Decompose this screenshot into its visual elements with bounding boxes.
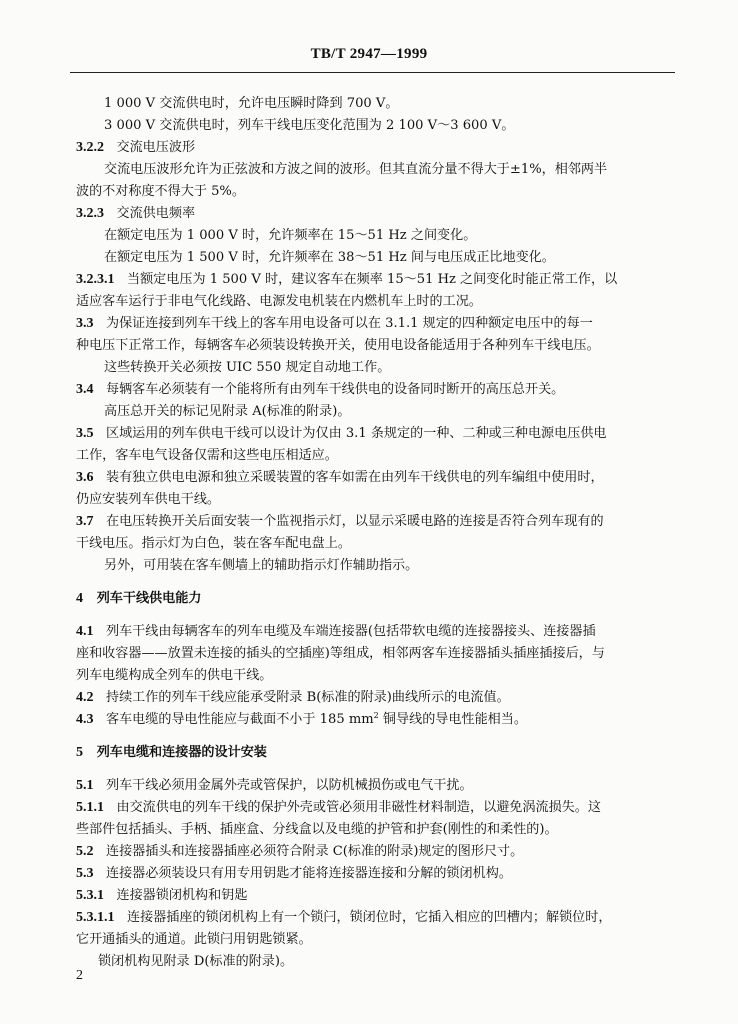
clause-number: 3.2.3 bbox=[76, 206, 104, 221]
clause-line: 3.2.3.1 当额定电压为 1 500 V 时，建议客车在频率 15～51 Hz 之间变化时能正常工作，以 bbox=[76, 272, 618, 287]
text-line: 在额定电压为 1 500 V 时，允许频率在 38～51 Hz 间与电压成正比地变化。 bbox=[104, 250, 555, 265]
clause-line: 3.6 装有独立供电电源和独立采暖装置的客车如需在由列车干线供电的列车编组中使用时， bbox=[76, 470, 604, 485]
clause-number: 4.1 bbox=[76, 624, 94, 639]
clause-line: 5.1 列车干线必须用金属外壳或管保护，以防机械损伤或电气干扰。 bbox=[76, 778, 473, 793]
clause-line: 3.3 为保证连接到列车干线上的客车用电设备可以在 3.1.1 规定的四种额定电压中的每一 bbox=[76, 316, 593, 331]
section-number: 5 bbox=[76, 745, 83, 760]
clause-number: 3.4 bbox=[76, 382, 94, 397]
clause-number: 5.3.1 bbox=[76, 888, 104, 903]
text-line: 座和收容器——放置未连接的插头的空插座)等组成，相邻两客车连接器插头插座插接后，与 bbox=[76, 646, 605, 661]
text-line: 另外，可用装在客车侧墙上的辅助指示灯作辅助指示。 bbox=[104, 558, 419, 573]
text-line: 它开通插头的通道。此锁闩用钥匙锁紧。 bbox=[76, 932, 312, 947]
page-number: 2 bbox=[76, 968, 83, 983]
clause-line: 3.7 在电压转换开关后面安装一个监视指示灯，以显示采暖电路的连接是否符合列车现有的 bbox=[76, 514, 604, 529]
clause-line: 5.1.1 由交流供电的列车干线的保护外壳或管必须用非磁性材料制造，以避免涡流损失。这 bbox=[76, 800, 601, 815]
text-line: 种电压下正常工作，每辆客车必须装设转换开关，使用电设备能适用于各种列车干线电压。 bbox=[76, 338, 600, 353]
clause-line: 5.2 连接器插头和连接器插座必须符合附录 C(标准的附录)规定的图形尺寸。 bbox=[76, 844, 524, 859]
clause-line: 3.5 区域运用的列车供电干线可以设计为仅由 3.1 条规定的一种、二种或三种电源电压供电 bbox=[76, 426, 607, 441]
text-line: 干线电压。指示灯为白色，装在客车配电盘上。 bbox=[76, 536, 351, 551]
clause-number: 3.3 bbox=[76, 316, 94, 331]
clause-number: 3.7 bbox=[76, 514, 94, 529]
subclause-heading: 5.3.1 连接器锁闭机构和钥匙 bbox=[76, 888, 248, 903]
clause-number: 5.1 bbox=[76, 778, 94, 793]
section-number: 4 bbox=[76, 591, 83, 606]
clause-line: 5.3 连接器必须装设只有用专用钥匙才能将连接器连接和分解的锁闭机构。 bbox=[76, 866, 512, 881]
clause-number: 4.2 bbox=[76, 690, 94, 705]
text-line: 1 000 V 交流供电时，允许电压瞬时降到 700 V。 bbox=[104, 96, 399, 111]
text-line: 适应客车运行于非电气化线路、电源发电机装在内燃机车上时的工况。 bbox=[76, 294, 482, 309]
text-line: 交流电压波形允许为正弦波和方波之间的波形。但其直流分量不得大于±1%，相邻两半 bbox=[104, 162, 608, 177]
text-line: 3 000 V 交流供电时，列车干线电压变化范围为 2 100 V～3 600 V。 bbox=[104, 118, 515, 133]
clause-line: 3.4 每辆客车必须装有一个能将所有由列车干线供电的设备同时断开的高压总开关。 bbox=[76, 382, 565, 397]
header-divider bbox=[70, 72, 675, 73]
clause-line: 4.1 列车干线由每辆客车的列车电缆及车端连接器(包括带软电缆的连接器接头、连接器插 bbox=[76, 624, 596, 639]
clause-line: 4.2 持续工作的列车干线应能承受附录 B(标准的附录)曲线所示的电流值。 bbox=[76, 690, 510, 705]
clause-line: 4.3 客车电缆的导电性能应与截面不小于 185 $mm^2$ 铜导线的导电性能相当。 bbox=[76, 711, 527, 727]
page-header-standard-number: TB/T 2947—1999 bbox=[310, 46, 428, 62]
text-line: 锁闭机构见附录 D(标准的附录)。 bbox=[98, 954, 294, 969]
text-line: 些部件包括插头、手柄、插座盒、分线盒以及电缆的护管和护套(刚性的和柔性的)。 bbox=[76, 822, 558, 837]
clause-number: 4.3 bbox=[76, 712, 94, 727]
clause-number: 3.2.2 bbox=[76, 140, 104, 155]
clause-number: 3.2.3.1 bbox=[76, 272, 115, 287]
section-heading: 4 列车干线供电能力 bbox=[76, 591, 202, 606]
clause-number: 5.1.1 bbox=[76, 800, 104, 815]
subclause-heading: 3.2.3 交流供电频率 bbox=[76, 206, 196, 221]
text-line: 工作，客车电气设备仅需和这些电压相适应。 bbox=[76, 448, 338, 463]
subclause-heading: 3.2.2 交流电压波形 bbox=[76, 140, 196, 155]
text-line: 这些转换开关必须按 UIC 550 规定自动地工作。 bbox=[104, 360, 391, 375]
text-line: 波的不对称度不得大于 5%。 bbox=[76, 184, 245, 199]
clause-number: 5.2 bbox=[76, 844, 94, 859]
clause-number: 5.3.1.1 bbox=[76, 910, 115, 925]
superscript: 2 bbox=[373, 711, 379, 720]
text-line: 高压总开关的标记见附录 A(标准的附录)。 bbox=[104, 404, 351, 419]
clause-number: 5.3 bbox=[76, 866, 94, 881]
text-line: 列车电缆构成全列车的供电干线。 bbox=[76, 668, 273, 683]
clause-number: 3.6 bbox=[76, 470, 94, 485]
clause-line: 5.3.1.1 连接器插座的锁闭机构上有一个锁闩，锁闭位时，它插入相应的凹槽内；解锁位时， bbox=[76, 910, 612, 925]
section-heading: 5 列车电缆和连接器的设计安装 bbox=[76, 745, 267, 760]
text-line: 仍应安装列车供电干线。 bbox=[76, 492, 221, 507]
clause-number: 3.5 bbox=[76, 426, 94, 441]
text-line: 在额定电压为 1 000 V 时，允许频率在 15～51 Hz 之间变化。 bbox=[104, 228, 477, 243]
